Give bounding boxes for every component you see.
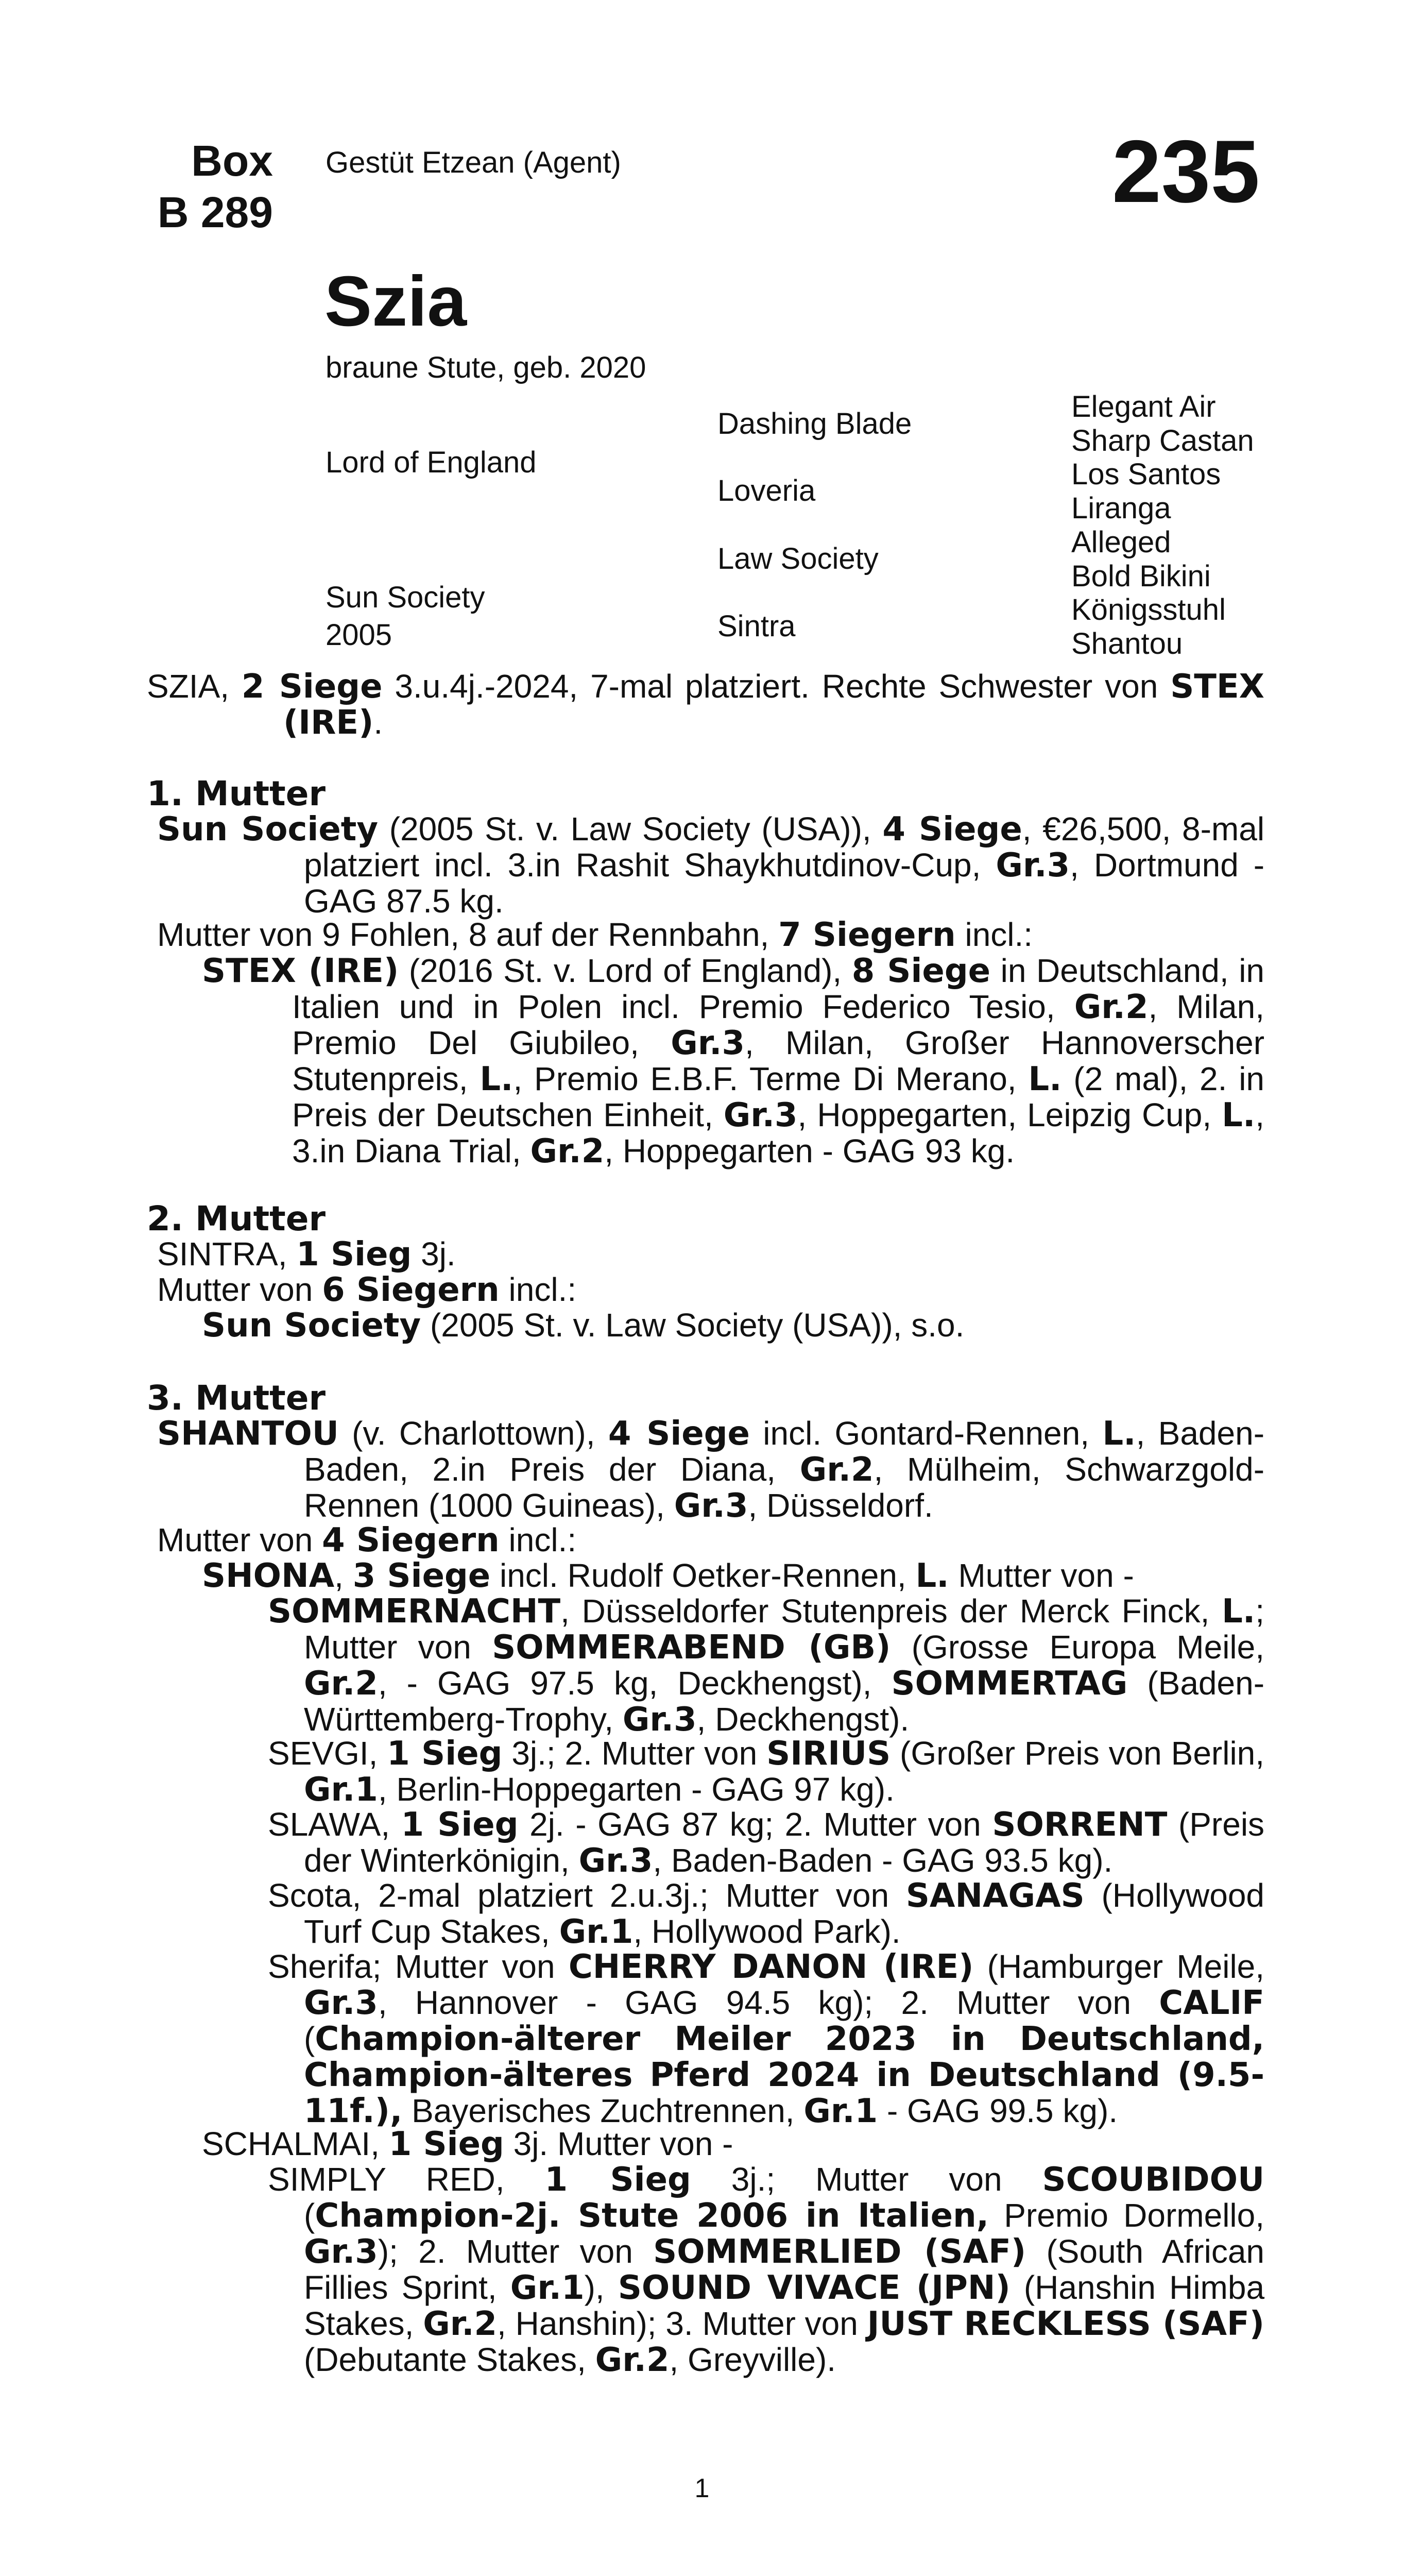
dam3-paragraph: SHANTOU (v. Charlottown), 4 Siege incl. Gontard-Rennen, L., Baden-Baden, 2.in Preis der Diana, Gr.2, Mülheim, Schwarzgold-Rennen (1000 Guineas), Gr.3, Düsseldorf. <box>157 1415 1265 1525</box>
dam2-produce: Mutter von 6 Siegern incl.: <box>157 1271 577 1309</box>
dam2-child: Sun Society (2005 St. v. Law Society (USA)), s.o. <box>202 1307 965 1345</box>
schalmai-line: SCHALMAI, 1 Sieg 3j. Mutter von - <box>202 2125 733 2163</box>
dam1-stex: STEX (IRE) (2016 St. v. Lord of England), 8 Siege in Deutschland, in Italien und in Polen incl. Premio Federico Tesio, Gr.2, Milan, Premio Del Giubileo, Gr.3, Milan, Großer Hannoverscher Stutenpreis, L., Premio E.B.F. Terme Di Merano, L. (2 mal), 2. in Preis der Deutschen Einheit, Gr.3, Hoppegarten, Leipzig Cup, L., 3.in Diana Trial, Gr.2, Hoppegarten - GAG 93 kg. <box>202 952 1265 1171</box>
horse-description: braune Stute, geb. 2020 <box>326 351 646 384</box>
pedigree-gg-4: Liranga <box>1071 492 1171 525</box>
dam3-name: SHANTOU <box>157 1415 339 1453</box>
box-label <box>144 135 273 238</box>
scota-paragraph: Scota, 2-mal platziert 2.u.3j.; Mutter von SANAGAS (Hollywood Turf Cup Stakes, Gr.1, Hollywood Park). <box>268 1877 1265 1951</box>
page-number: 1 <box>694 2473 710 2503</box>
dam2-paragraph: SINTRA, 1 Sieg 3j. <box>157 1235 456 1274</box>
pedigree-dam-sire: Law Society <box>717 542 879 575</box>
agent: Gestüt Etzean (Agent) <box>326 146 621 179</box>
simply-red-paragraph: SIMPLY RED, 1 Sieg 3j.; Mutter von SCOUBIDOU (Champion-2j. Stute 2006 in Italien, Premio Dormello, Gr.3); 2. Mutter von SOMMERLIED (SAF) (South African Fillies Sprint, Gr.1), SOUND VIVACE (JPN) (Hanshin Himba Stakes, Gr.2, Hanshin); 3. Mutter von JUST RECKLESS (SAF) (Debutante Stakes, Gr.2, Greyville). <box>268 2161 1265 2379</box>
pedigree-dam-dam: Sintra <box>717 609 796 643</box>
pedigree-sire-sire: Dashing Blade <box>717 407 912 440</box>
pedigree-dam: Sun Society <box>326 581 485 614</box>
dam1-paragraph: Sun Society (2005 St. v. Law Society (USA)), 4 Siege, €26,500, 8-mal platziert incl. 3.in Rashit Shaykhutdinov-Cup, Gr.3, Dortmund - GAG 87.5 kg. <box>157 810 1265 920</box>
dam3-heading: 3. Mutter <box>147 1378 326 1418</box>
dam1-produce: Mutter von 9 Fohlen, 8 auf der Rennbahn, 7 Siegern incl.: <box>157 916 1033 954</box>
sevgi-paragraph: SEVGI, 1 Sieg 3j.; 2. Mutter von SIRIUS (Großer Preis von Berlin, Gr.1, Berlin-Hoppegarten - GAG 97 kg). <box>268 1735 1265 1809</box>
lot-number: 235 <box>1112 122 1260 221</box>
pedigree-gg-8: Shantou <box>1071 627 1183 660</box>
pedigree-gg-5: Alleged <box>1071 526 1171 559</box>
pedigree-dam-year: 2005 <box>326 618 392 652</box>
pedigree-sire: Lord of England <box>326 446 537 479</box>
shona-line: SHONA, 3 Siege incl. Rudolf Oetker-Rennen, L. Mutter von - <box>202 1557 1134 1595</box>
pedigree-gg-6: Bold Bikini <box>1071 560 1211 593</box>
box-line2: B 289 <box>157 188 273 236</box>
dam1-name: Sun Society <box>157 810 379 849</box>
pedigree-gg-2: Sharp Castan <box>1071 424 1254 457</box>
sommernacht-paragraph: SOMMERNACHT, Düsseldorfer Stutenpreis der Merck Finck, L.; Mutter von SOMMERABEND (GB) (Grosse Europa Meile, Gr.2, - GAG 97.5 kg, Deckhengst), SOMMERTAG (Baden-Württemberg-Trophy, Gr.3, Deckhengst). <box>268 1592 1265 1739</box>
slawa-paragraph: SLAWA, 1 Sieg 2j. - GAG 87 kg; 2. Mutter von SORRENT (Preis der Winterkönigin, Gr.3, Baden-Baden - GAG 93.5 kg). <box>268 1806 1265 1880</box>
pedigree-gg-7: Königsstuhl <box>1071 593 1226 626</box>
dam2-heading: 2. Mutter <box>147 1199 326 1239</box>
dam1-heading: 1. Mutter <box>147 774 326 814</box>
sherifa-paragraph: Sherifa; Mutter von CHERRY DANON (IRE) (Hamburger Meile, Gr.3, Hannover - GAG 94.5 kg); 2. Mutter von CALIF (Champion-älterer Meiler 2023 in Deutschland, Champion-älteres Pferd 2024 in Deutschland (9.5-11f.), Bayerisches Zuchtrennen, Gr.1 - GAG 99.5 kg). <box>268 1948 1265 2130</box>
horse-name: Szia <box>324 262 467 341</box>
pedigree-sire-dam: Loveria <box>717 474 816 507</box>
pedigree-gg-1: Elegant Air <box>1071 390 1216 423</box>
dam3-produce: Mutter von 4 Siegern incl.: <box>157 1521 577 1560</box>
intro-sibling: STEX (IRE) <box>283 668 1265 742</box>
stex-name: STEX (IRE) <box>202 952 399 990</box>
intro-wins: 2 Siege <box>241 668 383 706</box>
box-line1: Box <box>191 137 273 185</box>
pedigree-gg-3: Los Santos <box>1071 457 1221 491</box>
intro-paragraph: SZIA, 2 Siege 3.u.4j.-2024, 7-mal platziert. Rechte Schwester von STEX (IRE). <box>147 668 1265 742</box>
